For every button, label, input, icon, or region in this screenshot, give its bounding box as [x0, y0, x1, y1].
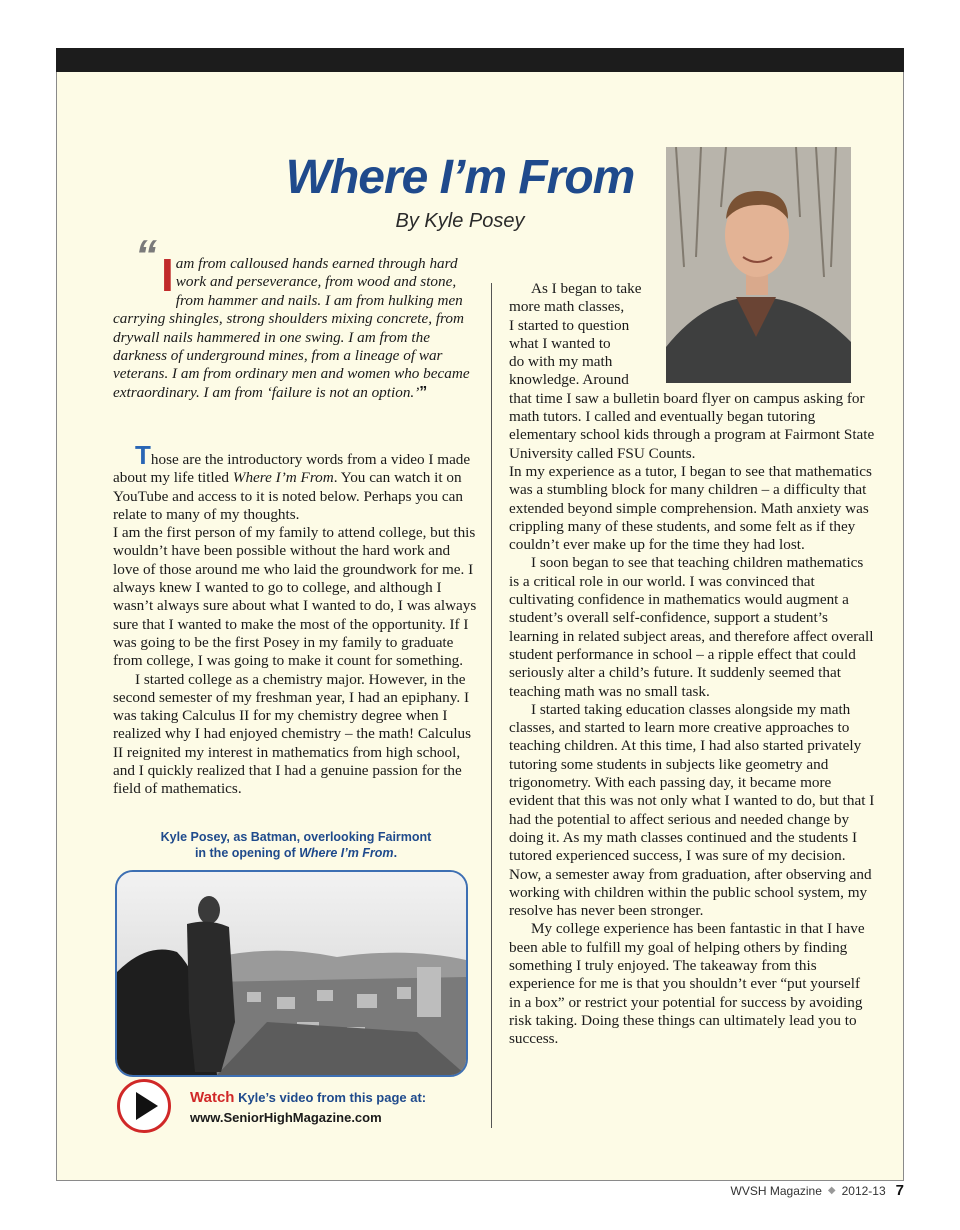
- quote-drop-letter: I: [161, 249, 174, 301]
- diamond-icon: ◆: [827, 1185, 836, 1196]
- paragraph: that time I saw a bulletin board flyer on campus asking for math tutors. I called and eventually began tutoring elementary school kids through a program at Fairmont State University called FSU Counts.: [509, 389, 875, 462]
- pull-quote: [113, 231, 479, 402]
- paragraph: I soon began to see that teaching children mathematics is a critical role in our world. I was convinced that cultivating confidence in mathematics would augment a student’s overall self-confidence, support a student’s learning in related subject areas, and therefore affect overall student performance in school – a ripple effect that could seriously alter a child’s future. It suddenly seemed that teaching math was no small task.: [509, 554, 874, 700]
- paragraph: [113, 440, 479, 524]
- open-quote-mark: “: [135, 231, 157, 280]
- drop-cap: T: [135, 440, 151, 470]
- image-caption: [118, 829, 474, 861]
- paragraph: I am the first person of my family to attend college, but this wouldn’t have been possible without the hard work and love of those around me who laid the groundwork for me. I always knew I wanted to go to college, and although I wasn’t always sure about what I wanted to do, I was always sure that I wanted to make the most of the opportunity. If I was going to be the first Posey in my family to graduate from college, I was going to make it count for something.: [113, 524, 477, 670]
- paragraph: I started taking education classes alongside my math classes, and started to learn more creative approaches to teaching children. At this time, I had also started privately tutoring some students in subjects like geometry and trigonometry. With each passing day, it became more evident that this was not only what I wanted to do, but that I had the potential to affect serious and needed change by doing it. As my math classes continued and the students I tutored experienced success, I was sure of my decision. Now, a semester away from graduation, after observing and working with children within the public school system, my resolve has never been stronger.: [509, 700, 875, 920]
- byline: By Kyle Posey: [395, 210, 525, 232]
- magazine-name: WVSH Magazine: [730, 1183, 822, 1198]
- paragraph: In my experience as a tutor, I began to see that mathematics was a stumbling block for many children – a difficulty that extended beyond simple comprehension. Math anxiety was crippling many of these students, and some felt as if they couldn’t ever make up for the time they had lost.: [509, 462, 872, 554]
- text-line: As I began to take: [531, 280, 642, 297]
- column-divider: [491, 283, 492, 1128]
- close-quote-mark: ”: [419, 383, 428, 401]
- text: hose are the introductory words from a video I made about my life titled: [113, 451, 471, 487]
- watch-line: [190, 1088, 490, 1108]
- batman-photo: [115, 870, 468, 1077]
- watch-video-note: [190, 1088, 490, 1128]
- play-icon: [120, 1082, 168, 1130]
- text: in the opening of: [194, 846, 300, 860]
- text-line: what I wanted to: [509, 334, 611, 352]
- text: Kyle’s video from this page at:: [234, 1090, 427, 1105]
- left-column-body: [113, 440, 479, 799]
- article-title: Where I’m From: [285, 151, 635, 204]
- text-line: I started to question: [509, 316, 630, 334]
- paragraph: My college experience has been fantastic in that I have been able to fulfill my goal of helping others by finding something I truly enjoyed. The takeaway from this experience for me is that you shouldn’t ever “put yourself in a box” or restrict your potential for success by avoiding risk taking. Doing these things can ultimately lead you to success.: [509, 920, 865, 1048]
- text-line: more math classes,: [509, 298, 625, 316]
- video-title: Where I’m From: [299, 846, 394, 860]
- caption-line: Kyle Posey, as Batman, overlooking Fairmont: [160, 830, 432, 844]
- pull-quote-block: [113, 231, 479, 402]
- watch-word: Watch: [190, 1089, 235, 1106]
- text-line: do with my math: [509, 353, 613, 371]
- magazine-url-link[interactable]: www.SeniorHighMagazine.com: [190, 1110, 382, 1125]
- text: .: [393, 846, 398, 860]
- right-column-body: [509, 280, 875, 1048]
- text-line: knowledge. Around: [509, 371, 629, 389]
- issue-year: 2012-13: [841, 1183, 886, 1198]
- page-number: 7: [895, 1182, 904, 1199]
- paragraph: I started college as a chemistry major. However, in the second semester of my freshman year, I had an epiphany. I was taking Calculus II for my chemistry degree when I realized why I had enjoyed chemistry – the math! Calculus II reignited my interest in mathematics from high school, and I quickly realized that I had a genuine passion for the field of mathematics.: [113, 670, 472, 798]
- top-bar: [56, 48, 904, 72]
- caption-line: [118, 845, 474, 861]
- text: . You can watch it on YouTube and access to it is noted below. Perhaps you can relate to many of my thoughts.: [113, 469, 463, 523]
- play-video-button[interactable]: [117, 1079, 171, 1133]
- video-title: Where I’m From: [232, 469, 334, 487]
- page-footer: [731, 1182, 904, 1199]
- quote-text: am from calloused hands earned through hard work and perseverance, from wood and stone, from hammer and nails. I am from hulking men carrying shingles, strong shoulders mixing concrete, from drywall nails hammered in one swing. I am from the darkness of underground mines, from a lineage of war veterans. I am from ordinary men and women who became extraordinary. I am from ‘failure is not an option.’: [113, 255, 470, 401]
- wrapped-intro: [509, 280, 875, 390]
